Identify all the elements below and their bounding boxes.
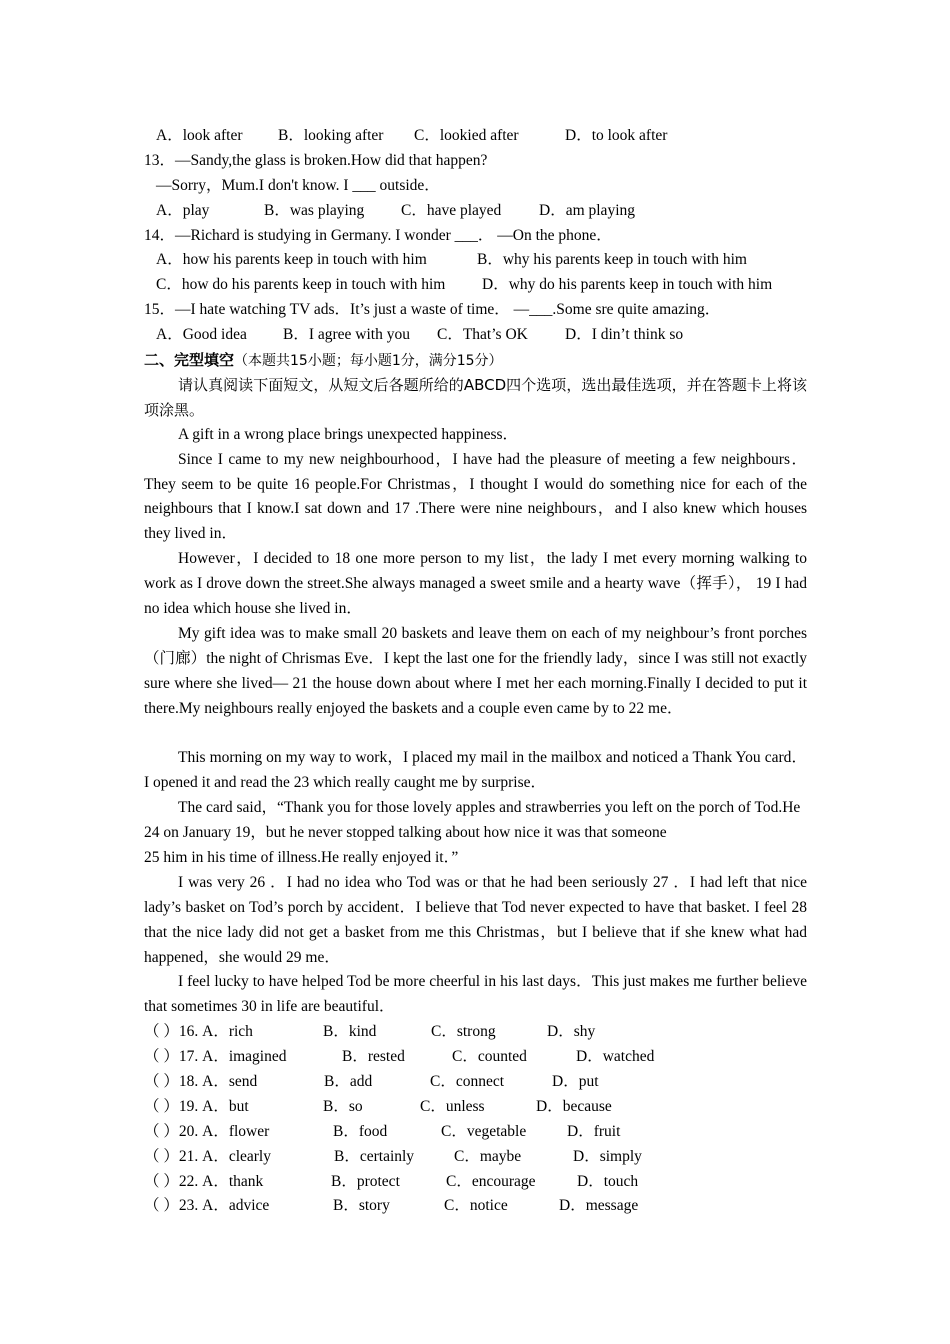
question-option-b: B．kind	[323, 1023, 377, 1041]
q12-option-b: B．looking after	[278, 127, 384, 144]
question-option-c: C．counted	[452, 1048, 527, 1066]
q14-options-row1	[144, 248, 807, 273]
question-row	[144, 1120, 807, 1145]
exam-page	[144, 124, 807, 1219]
section-title: 二、完型填空	[144, 351, 235, 370]
q13-reply: —Sorry，Mum.I don't know. I ___ outside．	[156, 176, 440, 194]
question-number-a: （ ）21. A．clearly	[144, 1147, 271, 1165]
question-option-d: D．message	[559, 1197, 639, 1215]
q14-option-c: C．how do his parents keep in touch with him	[156, 276, 446, 294]
question-option-d: D．fruit	[567, 1122, 621, 1140]
q14-options-row2	[144, 273, 807, 298]
question-number-a: （ ）23. A．advice	[144, 1197, 270, 1215]
question-option-b: B．protect	[331, 1172, 400, 1190]
q15-option-c: C．That’s OK	[437, 326, 528, 344]
q14-stem: 14．—Richard is studying in Germany. I wonder ___． —On the phone．	[144, 226, 612, 244]
question-option-c: C．connect	[430, 1073, 505, 1091]
question-option-b: B．add	[324, 1073, 373, 1091]
question-number-a: （ ）18. A．send	[144, 1073, 258, 1091]
question-option-c: C．unless	[420, 1097, 485, 1115]
question-option-b: B．story	[333, 1197, 390, 1215]
question-option-c: C．vegetable	[441, 1122, 527, 1140]
q14-option-a: A．how his parents keep in touch with him	[156, 251, 427, 269]
question-option-d: D．put	[552, 1073, 599, 1091]
question-option-b: B．certainly	[334, 1147, 415, 1165]
q13-option-a: A．play	[156, 201, 210, 219]
passage-paragraph-5: The card said，“Thank you for those lovely apples and strawberries you left on the porch of Tod.He 24 on January 19，but he never stopped talking about how nice it was that someone	[144, 799, 801, 842]
passage-paragraph-2: However，I decided to 18 one more person to my list，the lady I met every morning walking to work as I drove down the street.She always managed a sweet smile and a hearty wave（挥手）， 19 I had no idea which house she lived in．	[144, 550, 807, 617]
question-option-d: D．shy	[547, 1023, 596, 1041]
q13-options	[144, 199, 807, 224]
q12-option-d: D．to look after	[565, 127, 668, 144]
passage-paragraph-1: Since I came to my new neighbourhood，I have had the pleasure of meeting a few neighbours．They seem to be quite 16 people.For Christmas，I thought I would do something nice for each of the neighbours that I know.I sat down and 17 .There were nine neighbours，and I also knew which houses they lived in．	[144, 450, 807, 543]
question-option-c: C．maybe	[454, 1147, 522, 1165]
q12-option-a: A．look after	[156, 127, 243, 144]
q15-option-a: A．Good idea	[156, 326, 247, 344]
question-option-d: D．because	[536, 1097, 612, 1115]
q15-stem: 15．—I hate watching TV ads．It’s just a waste of time． —___.Some sre quite amazing．	[144, 301, 721, 319]
passage-paragraph-7: I feel lucky to have helped Tod be more cheerful in his last days．This just makes me further believe that sometimes 30 in life are beautiful．	[144, 973, 807, 1016]
question-number-a: （ ）20. A．flower	[144, 1122, 270, 1140]
question-row	[144, 1194, 807, 1219]
section-instruction: 请认真阅读下面短文，从短文后各题所给的ABCD四个选项，选出最佳选项，并在答题卡上将该项涂黑。	[144, 375, 807, 419]
passage-paragraph-3: My gift idea was to make small 20 baskets and leave them on each of my neighbour’s front porches（门廊）the night of Chrismas Eve．I kept the last one for the friendly lady，since I was still not exactly sure where she lived— 21 the house down about where I met her each morning.Finally I decided to put it there.My neighbours really enjoyed the baskets and a couple even came by to 22 me．	[144, 624, 807, 717]
question-row	[144, 1070, 807, 1095]
passage-title: A gift in a wrong place brings unexpected happiness．	[178, 425, 519, 443]
q13-stem: 13．—Sandy,the glass is broken.How did that happen?	[144, 151, 488, 169]
question-row	[144, 1095, 807, 1120]
question-row	[144, 1020, 807, 1045]
question-option-c: C．encourage	[446, 1172, 536, 1190]
question-option-d: D．simply	[573, 1147, 642, 1165]
question-option-b: B．rested	[342, 1048, 405, 1066]
question-row	[144, 1145, 807, 1170]
question-number-a: （ ）16. A．rich	[144, 1023, 253, 1041]
question-option-d: D．touch	[577, 1172, 639, 1190]
passage-paragraph-5-cont: 25 him in his time of illness.He really enjoyed it．”	[144, 848, 459, 866]
question-option-b: B．so	[323, 1097, 363, 1115]
question-option-b: B．food	[333, 1122, 388, 1140]
passage-paragraph-4: This morning on my way to work，I placed my mail in the mailbox and noticed a Thank You card．I opened it and read the 23 which really caught me by surprise．	[144, 749, 807, 792]
q15-options	[144, 323, 807, 348]
section-note: （本题共15小题；每小题1分，满分15分）	[234, 353, 503, 370]
q14-option-b: B．why his parents keep in touch with him	[477, 251, 747, 269]
question-number-a: （ ）19. A．but	[144, 1097, 249, 1115]
q12-options	[144, 124, 807, 149]
section-heading	[144, 348, 807, 373]
q14-option-d: D．why do his parents keep in touch with him	[482, 276, 773, 294]
passage-paragraph-6: I was very 26 ．I had no idea who Tod was or that he had been seriously 27 ．I had left that nice lady’s basket on Tod’s porch by accident．I believe that Tod never expected to have that basket. I feel 28 that the nice lady did not get a basket from me this Christmas，but I believe that if she knew what had happened，she would 29 me．	[144, 873, 807, 966]
q13-option-d: D．am playing	[539, 201, 635, 219]
question-number-a: （ ）17. A．imagined	[144, 1048, 287, 1066]
q13-option-c: C．have played	[401, 201, 502, 219]
question-option-c: C．notice	[444, 1197, 508, 1215]
q12-option-c: C．lookied after	[414, 127, 519, 144]
q13-option-b: B．was playing	[264, 201, 365, 219]
question-option-c: C．strong	[431, 1023, 496, 1041]
question-option-d: D．watched	[576, 1048, 655, 1066]
q15-option-b: B．I agree with you	[283, 326, 410, 344]
question-row	[144, 1170, 807, 1195]
question-row	[144, 1045, 807, 1070]
q15-option-d: D．I din’t think so	[565, 326, 684, 344]
question-number-a: （ ）22. A．thank	[144, 1172, 264, 1190]
